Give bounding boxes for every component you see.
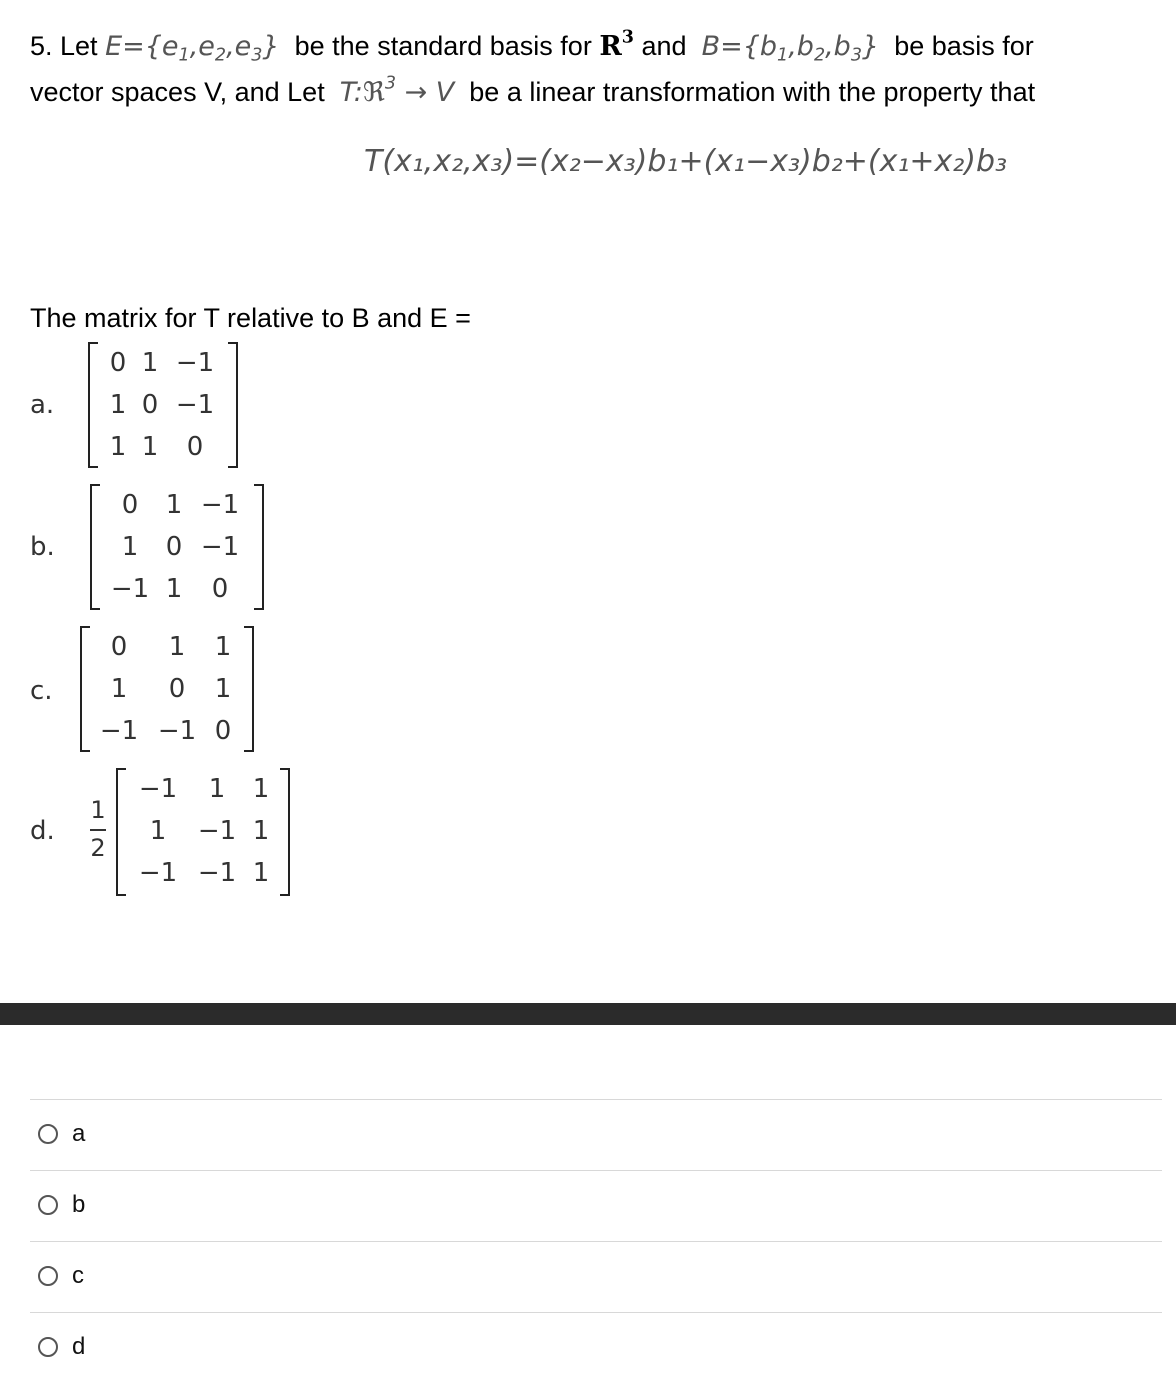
choice-c-label: c <box>72 1262 84 1289</box>
matrix-cell: 1 <box>109 390 127 420</box>
matrix-cell: −1 <box>157 716 197 746</box>
matrix-cell: −1 <box>197 858 237 888</box>
choice-d[interactable] <box>38 1327 85 1367</box>
matrix-cell: 1 <box>149 816 167 846</box>
radio-d[interactable] <box>38 1337 58 1357</box>
fraction-denominator: 2 <box>90 834 106 862</box>
matrix-d <box>116 768 290 896</box>
matrix-cell: −1 <box>99 716 139 746</box>
option-b-letter: b. <box>30 532 55 562</box>
matrix-cell: −1 <box>175 390 215 420</box>
fraction-numerator: 1 <box>90 796 106 824</box>
matrix-cell: 0 <box>121 490 139 520</box>
matrix-cell: 1 <box>109 432 127 462</box>
and-text: and <box>641 31 687 61</box>
matrix-cell: −1 <box>197 816 237 846</box>
matrix-cell: 0 <box>214 716 232 746</box>
set-B: $B=\{b_1,b_2,b_3\}$ <box>701 31 880 66</box>
set-E: $E=\{e_1,e_2,e_3\}$ <box>105 31 280 66</box>
choice-c[interactable] <box>38 1256 84 1296</box>
matrix-cell: 1 <box>165 574 183 604</box>
matrix-cell: 1 <box>141 348 159 378</box>
radio-c[interactable] <box>38 1266 58 1286</box>
matrix-cell: 0 <box>141 390 159 420</box>
matrix-cell: 1 <box>252 774 270 804</box>
question-line-2 <box>30 72 1170 113</box>
standard-basis-text: be the standard basis for <box>294 31 592 61</box>
matrix-cell: 1 <box>252 816 270 846</box>
linear-transformation-text: be a linear transformation with the property that <box>469 77 1036 107</box>
choice-d-label: d <box>72 1333 86 1360</box>
matrix-cell: −1 <box>138 774 178 804</box>
choice-separator <box>30 1312 1162 1313</box>
matrix-cell: 0 <box>165 532 183 562</box>
matrix-c <box>80 626 254 752</box>
choice-separator <box>30 1099 1162 1100</box>
matrix-cell: 0 <box>168 674 186 704</box>
radio-b[interactable] <box>38 1195 58 1215</box>
matrix-cell: −1 <box>200 490 240 520</box>
matrix-cell: 1 <box>208 774 226 804</box>
section-divider <box>0 1003 1176 1025</box>
choice-b[interactable] <box>38 1185 85 1225</box>
matrix-cell: 0 <box>110 632 128 662</box>
option-d-letter: d. <box>30 816 55 846</box>
matrix-cell: 0 <box>109 348 127 378</box>
matrix-cell: 1 <box>165 490 183 520</box>
question-number-text: 5. Let <box>30 31 106 61</box>
choice-a-label: a <box>72 1120 86 1147</box>
choice-separator <box>30 1170 1162 1171</box>
choice-a[interactable] <box>38 1114 85 1154</box>
matrix-cell: 1 <box>214 632 232 662</box>
option-a-letter: a. <box>30 390 55 420</box>
radio-a[interactable] <box>38 1124 58 1144</box>
matrix-a <box>88 342 238 468</box>
matrix-prompt: The matrix for T relative to B and E = <box>30 303 471 333</box>
choice-b-label: b <box>72 1191 86 1218</box>
matrix-cell: 1 <box>110 674 128 704</box>
map-T: T:ℜ$^3$ → V <box>339 73 455 108</box>
matrix-cell: 1 <box>214 674 232 704</box>
matrix-cell: 1 <box>168 632 186 662</box>
vector-spaces-text: vector spaces V, and Let <box>30 77 325 107</box>
matrix-cell: −1 <box>138 858 178 888</box>
fraction-one-half <box>88 794 108 874</box>
matrix-b <box>90 484 264 610</box>
transformation-formula: T(x₁,x₂,x₃)=(x₂−x₃)b₁+(x₁−x₃)b₂+(x₁+x₂)b₃ <box>364 144 1008 179</box>
question-line-1 <box>30 26 1170 75</box>
matrix-cell: 1 <box>141 432 159 462</box>
choice-separator <box>30 1241 1162 1242</box>
basis-for-text: be basis for <box>894 31 1034 61</box>
matrix-cell: 1 <box>252 858 270 888</box>
matrix-cell: −1 <box>200 532 240 562</box>
matrix-cell: −1 <box>110 574 150 604</box>
option-c-letter: c. <box>30 676 53 706</box>
matrix-cell: 0 <box>211 574 229 604</box>
matrix-cell: −1 <box>175 348 215 378</box>
matrix-cell: 0 <box>186 432 204 462</box>
matrix-cell: 1 <box>121 532 139 562</box>
real-R3: $R^3$ <box>599 27 634 62</box>
